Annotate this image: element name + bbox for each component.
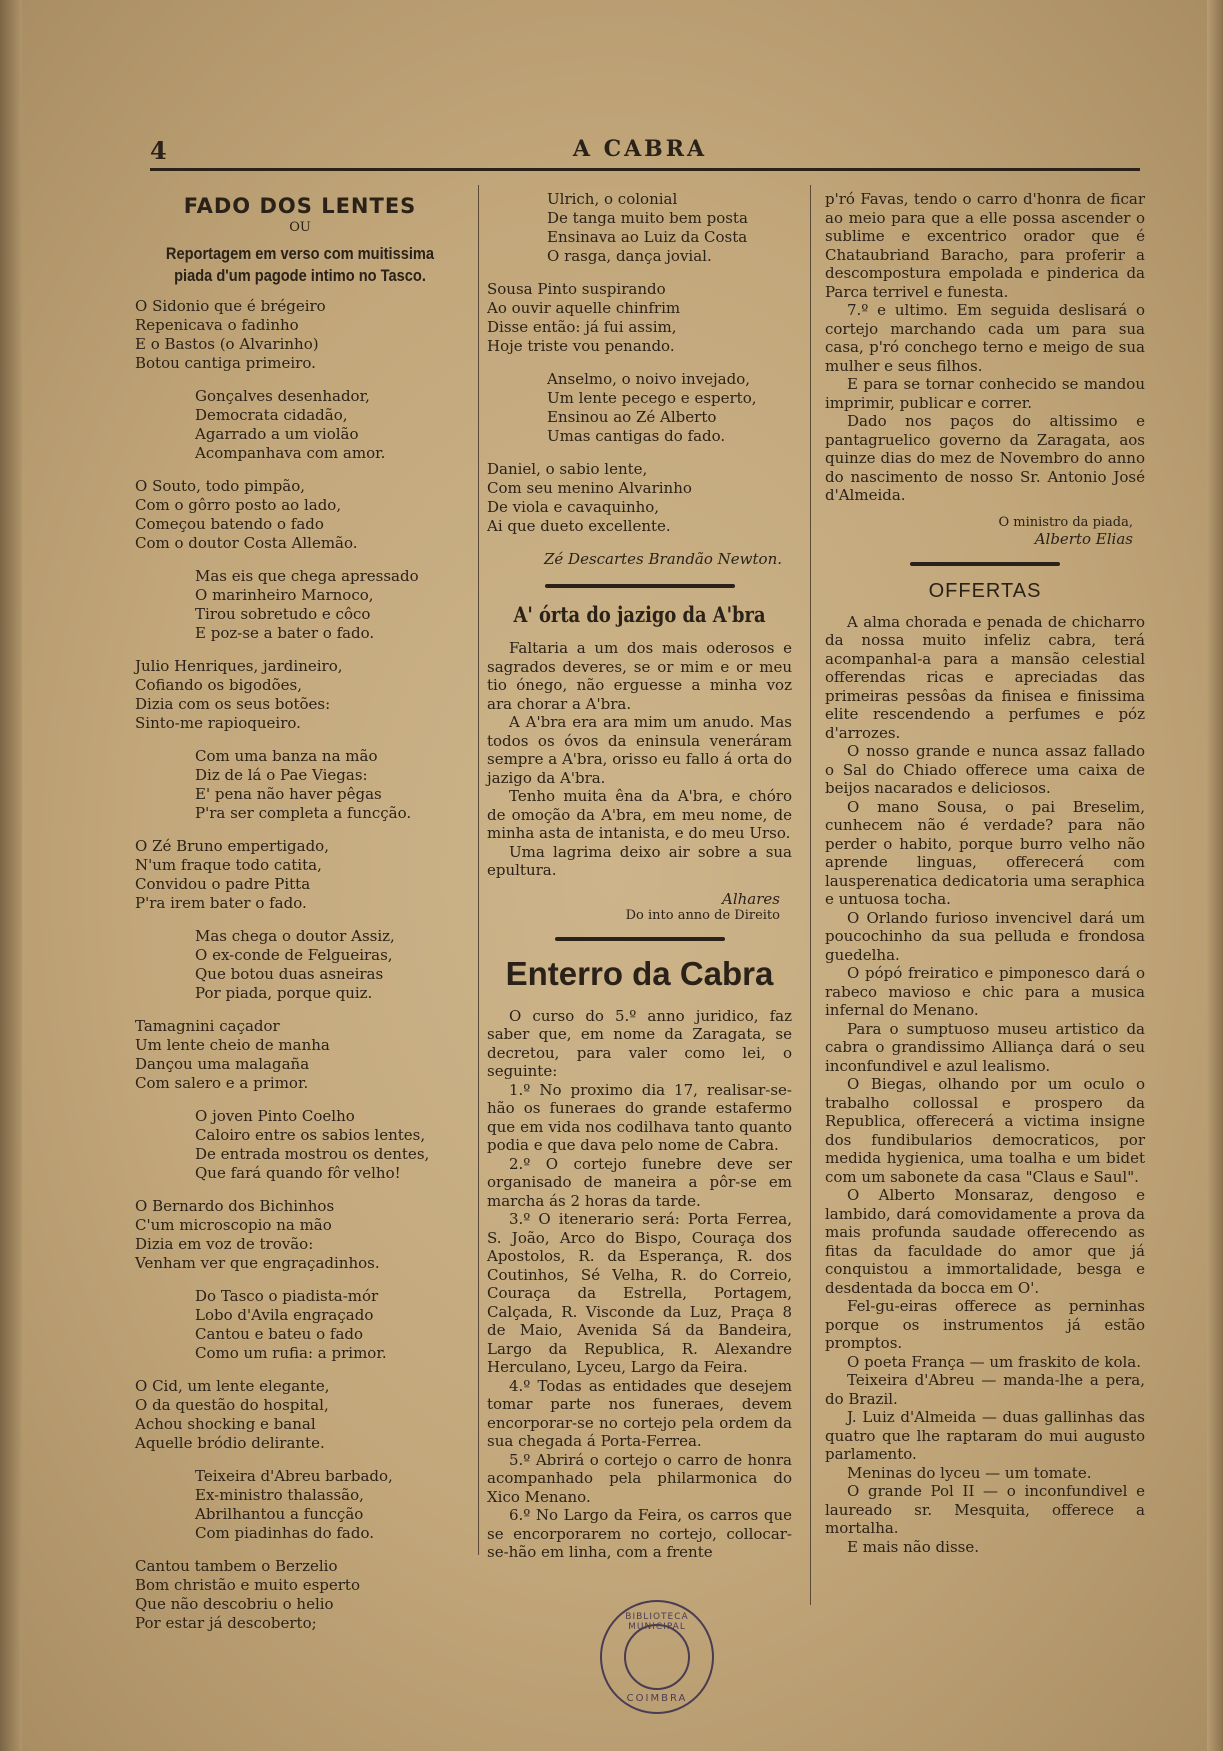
abra-signature-note: Do into anno de Direito xyxy=(625,907,780,923)
column-divider-2 xyxy=(810,185,811,1605)
page-header xyxy=(150,136,1130,170)
column-2 xyxy=(487,190,792,1562)
enterro-signature xyxy=(825,515,1133,548)
stanza: Sousa Pinto suspirando Ao ouvir aquelle chinfrim Disse então: já fui assim, Hoje triste vou penando. xyxy=(487,280,681,355)
offertas-paragraph: O mano Sousa, o pai Breselim, cunhecem não é verdade? para não perder o habito, porque burro velho não aprende linguas, offerecerá com lausperenatica dedicatoria uma seraphica e untuosa tocha. xyxy=(825,797,1145,908)
stamp-top-text: BIBLIOTECA MUNICIPAL xyxy=(625,1612,689,1632)
offertas-paragraph: O Orlando furioso invencivel dará um poucochinho da sua pelluda e frondosa guedelha. xyxy=(825,908,1145,964)
stanza: Daniel, o sabio lente, Com seu menino Alvarinho De viola e cavaquinho, Ai que dueto excellente. xyxy=(487,460,692,535)
column-divider-1 xyxy=(478,185,479,1555)
offertas-paragraph: O pópó freiratico e pimponesco dará o rabeco mavioso e chic para a musica infernal do Menano. xyxy=(825,964,1145,1019)
stanza: Ulrich, o colonial De tanga muito bem posta Ensinava ao Luiz da Costa O rasga, dança jovial. xyxy=(547,190,748,265)
page-number: 4 xyxy=(150,136,167,165)
enterro-paragraph: O curso do 5.º anno juridico, faz saber que, em nome da Zaragata, se decretou, para valer como lei, o seguinte: xyxy=(487,1006,792,1080)
enterro-continued-paragraph: E para se tornar conhecido se mandou imprimir, publicar e correr. xyxy=(825,375,1145,412)
stanza: Julio Henriques, jardineiro, Cofiando os bigodões, Dizia com os seus botões: Sinto-me rapioqueiro. xyxy=(135,657,343,732)
column-3 xyxy=(825,190,1145,1556)
stanza: Com uma banza na mão Diz de lá o Pae Viegas: E' pena não haver pêgas P'ra ser completa a funcção. xyxy=(195,747,412,822)
poem-subtitle: Reportagem em verso com muitissima piada d'um pagode intimo no Tasco. xyxy=(165,244,435,285)
abra-paragraph: A A'bra era ara mim um anudo. Mas todos os óvos da eninsula veneráram sempre a A'bra, orisso eu fallo á orta do jazigo da A'bra. xyxy=(487,713,792,787)
stamp-inner-ring xyxy=(624,1624,690,1690)
enterro-continued-paragraph: p'ró Favas, tendo o carro d'honra de ficar ao meio para que a elle possa ascender o sublime e excentrico orador que é Chataubriand Baracho, para proferir a descompostura empolada e pinderica da Parca terrivel e funesta. xyxy=(825,190,1145,301)
stanza: O joven Pinto Coelho Caloiro entre os sabios lentes, De entrada mostrou os dentes, Que fará quando fôr velho! xyxy=(195,1107,430,1182)
masthead: A CABRA xyxy=(572,136,708,162)
enterro-continued-paragraph: Dado nos paços do altissimo e pantagruelico governo da Zaragata, aos quinze dias do mez de Novembro do anno do nascimento de nosso Sr. Antonio José d'Almeida. xyxy=(825,412,1145,504)
offertas-paragraph: O grande Pol II — o inconfundivel e laureado sr. Mesquita, offerece a mortalha. xyxy=(825,1482,1145,1537)
enterro-paragraph: 2.º O cortejo funebre deve ser organisado de maneira a pôr-se em marcha ás 2 horas da tarde. xyxy=(487,1154,792,1210)
enterro-continued-paragraph: 7.º e ultimo. Em seguida deslisará o cortejo marchando cada um para sua casa, p'ró conchego terno e meigo de sua mulher e seus filhos. xyxy=(825,301,1145,375)
offertas-paragraph: Teixeira d'Abreu — manda-lhe a pera, do Brazil. xyxy=(825,1371,1145,1408)
offertas-paragraph: O Biegas, olhando por um oculo o trabalho collossal e prospero da Republica, offerecerá a victima insigne dos fundibularios democraticos, por medida hygienica, uma toalha e um bidet com um sabonete da casa "Claus e Saul". xyxy=(825,1075,1145,1186)
stanza: O Souto, todo pimpão, Com o gôrro posto ao lado, Começou batendo o fado Com o doutor Costa Allemão. xyxy=(135,477,358,552)
offertas-paragraph: Para o sumptuoso museu artistico da cabra o grandissimo Alliança dará o seu inconfundivel e azul lealismo. xyxy=(825,1019,1145,1075)
poem-signature: Zé Descartes Brandão Newton. xyxy=(543,550,782,568)
poem-title: FADO DOS LENTES xyxy=(183,194,417,218)
stanza: Mas chega o doutor Assiz, O ex-conde de Felgueiras, Que botou duas asneiras Por piada, porque quiz. xyxy=(195,927,395,1002)
stanza: O Sidonio que é brégeiro Repenicava o fadinho E o Bastos (o Alvarinho) Botou cantiga primeiro. xyxy=(135,297,326,372)
abra-paragraph: Faltaria a um dos mais oderosos e sagrados deveres, se or mim e or meu tio ónego, não erguesse a minha voz ara chorar a A'bra. xyxy=(487,639,792,713)
stanza: Mas eis que chega apressado O marinheiro Marnoco, Tirou sobretudo e côco E poz-se a bater o fado. xyxy=(195,567,419,642)
library-stamp xyxy=(600,1600,714,1714)
offertas-paragraph: O nosso grande e nunca assaz fallado o Sal do Chiado offerece uma caixa de beijos nacarados e deliciosos. xyxy=(825,742,1145,797)
enterro-paragraph: 4.º Todas as entidades que desejem tomar parte nos funeraes, devem encorporar-se no cortejo pela ordem da sua chegada á Porta-Ferrea. xyxy=(487,1376,792,1450)
header-rule xyxy=(150,168,1140,171)
stanza: Gonçalves desenhador, Democrata cidadão, Agarrado a um violão Acompanhava com amor. xyxy=(195,387,386,462)
offertas-paragraph: Fel-gu-eiras offerece as perninhas porque os instrumentos já estão promptos. xyxy=(825,1297,1145,1352)
stanza: Do Tasco o piadista-mór Lobo d'Avila engraçado Cantou e bateu o fado Como um rufia: a primor. xyxy=(195,1287,387,1362)
ornament-rule xyxy=(545,584,735,588)
page-edge-right xyxy=(1207,0,1223,1751)
abra-title: A' órta do jazigo da A'bra xyxy=(513,602,766,627)
page-edge-left xyxy=(0,0,22,1751)
enterro-signature-name: Alberto Elias xyxy=(1034,529,1133,548)
abra-paragraph: Tenho muita êna da A'bra, e chóro de omoção da A'bra, em meu nome, de minha asta de intanista, e do meu Urso. xyxy=(487,787,792,842)
ornament-rule xyxy=(910,562,1060,566)
stanza: Cantou tambem o Berzelio Bom christão e muito esperto Que não descobriu o helio Por estar já descoberto; xyxy=(135,1557,360,1632)
offertas-paragraph: J. Luiz d'Almeida — duas gallinhas das quatro que lhe raptaram do mui augusto parlamento. xyxy=(825,1408,1145,1463)
stanza: O Bernardo dos Bichinhos C'um microscopio na mão Dizia em voz de trovão: Venham ver que engraçadinhos. xyxy=(135,1197,380,1272)
poem-title-ou: OU xyxy=(289,220,311,235)
stamp-bottom-text: COIMBRA xyxy=(626,1693,688,1704)
enterro-title: Enterro da Cabra xyxy=(505,954,774,992)
enterro-paragraph: 1.º No proximo dia 17, realisar-se-hão os funeraes do grande estafermo que em vida nos codilhava tanto quanto podia e que dava pelo nome de Cabra. xyxy=(487,1080,792,1154)
enterro-paragraph: 3.º O itenerario será: Porta Ferrea, S. João, Arco do Bispo, Couraça dos Apostolos, R. da Esperança, R. dos Coutinhos, Sé Velha, R. do Correio, Couraça da Estrella, Portagem, Calçada, R. Visconde da Luz, Praça 8 de Maio, Avenida Sá da Bandeira, Largo da Republica, R. Alexandre Herculano, Lyceu, Largo da Feira. xyxy=(487,1210,792,1376)
stanza: Anselmo, o noivo invejado, Um lente pecego e esperto, Ensinou ao Zé Alberto Umas cantigas do fado. xyxy=(547,370,757,445)
column-1 xyxy=(135,190,465,1647)
abra-signature-name: Alhares xyxy=(722,889,780,908)
offertas-paragraph: E mais não disse. xyxy=(847,1537,979,1556)
offertas-paragraph: Meninas do lyceu — um tomate. xyxy=(847,1463,1092,1482)
offertas-paragraph: O poeta França — um fraskito de kola. xyxy=(847,1352,1141,1371)
enterro-signature-role: O ministro da piada, xyxy=(998,514,1133,530)
abra-paragraph: Uma lagrima deixo air sobre a sua epultura. xyxy=(487,842,792,879)
enterro-paragraph: 5.º Abrirá o cortejo o carro de honra acompanhado pela philarmonica do Xico Menano. xyxy=(487,1450,792,1506)
stanza: Tamagnini caçador Um lente cheio de manha Dançou uma malagaña Com salero e a primor. xyxy=(135,1017,330,1092)
offertas-paragraph: O Alberto Monsaraz, dengoso e lambido, dará comovidamente a prova da mais profunda saudade offerecendo as fitas da faculdade do amor que já conquistou a immortalidade, besga e desdentada da bocca em O'. xyxy=(825,1186,1145,1297)
stanza: O Cid, um lente elegante, O da questão do hospital, Achou shocking e banal Aquelle bródio delirante. xyxy=(135,1377,330,1452)
enterro-paragraph: 6.º No Largo da Feira, os carros que se encorporarem no cortejo, collocar-se-hão em linha, com a frente xyxy=(487,1506,792,1561)
offertas-title: OFFERTAS xyxy=(928,579,1042,602)
stanza: Teixeira d'Abreu barbado, Ex-ministro thalassão, Abrilhantou a funcção Com piadinhas do fado. xyxy=(195,1467,393,1542)
ornament-rule xyxy=(555,937,725,941)
abra-signature xyxy=(487,890,780,923)
offertas-paragraph: A alma chorada e penada de chicharro da nossa muito infeliz cabra, terá acompanhal-a para a mansão celestial offerendas ricas e apreciadas das primeiras pessôas da finisea e finissima elite rescendendo a perfumes e póz d'arrozes. xyxy=(825,612,1145,742)
stanza: O Zé Bruno empertigado, N'um fraque todo catita, Convidou o padre Pitta P'ra irem bater o fado. xyxy=(135,837,329,912)
